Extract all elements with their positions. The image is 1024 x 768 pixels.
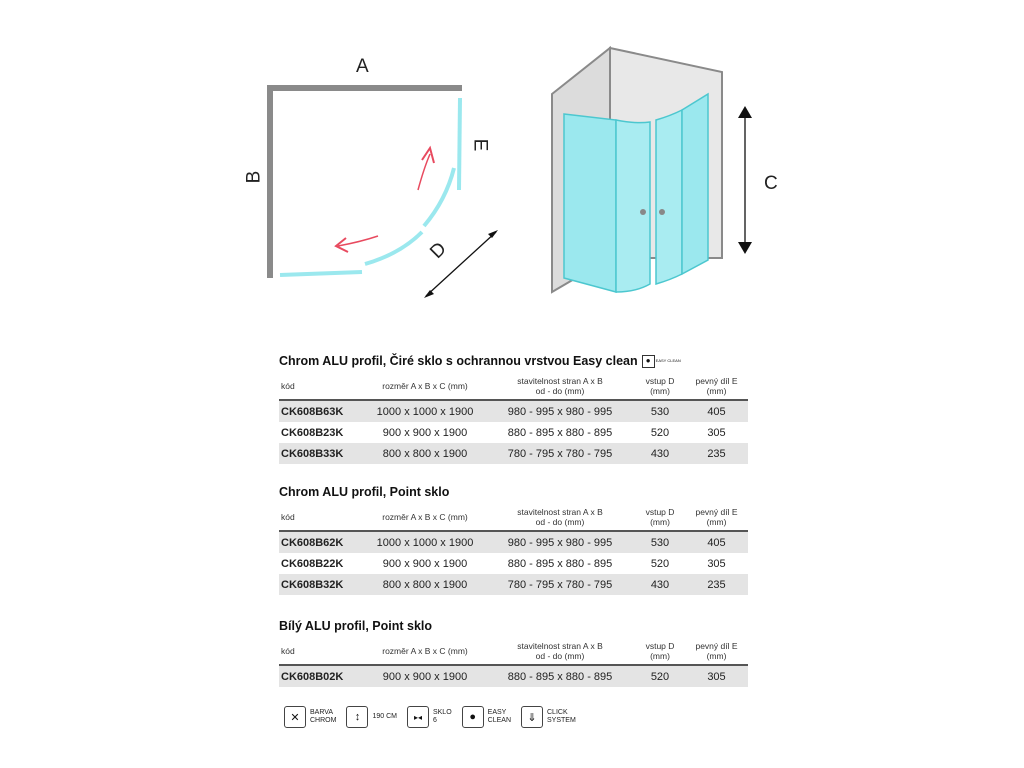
swing-arrow-upper bbox=[418, 154, 430, 190]
cell-fixed: 405 bbox=[685, 400, 748, 422]
feature-glass bbox=[407, 706, 452, 728]
feature-icons-row bbox=[284, 706, 576, 728]
cell-entry: 530 bbox=[635, 531, 685, 553]
header-size: rozměr A x B x C (mm) bbox=[365, 638, 485, 665]
swing-arrow-lower bbox=[338, 236, 378, 246]
section-title-text: Chrom ALU profil, Point sklo bbox=[279, 485, 450, 499]
cell-entry: 430 bbox=[635, 574, 685, 595]
cell-entry: 430 bbox=[635, 443, 685, 464]
header-entry: vstup D (mm) bbox=[635, 373, 685, 400]
header-size: rozměr A x B x C (mm) bbox=[365, 504, 485, 531]
cell-adjust: 980 - 995 x 980 - 995 bbox=[485, 400, 635, 422]
header-code: kód bbox=[279, 638, 365, 665]
cell-fixed: 235 bbox=[685, 574, 748, 595]
cell-code: CK608B23K bbox=[281, 426, 344, 439]
fixed-panel-right bbox=[459, 98, 460, 190]
door-handle-left bbox=[640, 209, 646, 215]
drop-icon: ● bbox=[462, 706, 484, 728]
feature-label: SKLO 6 bbox=[432, 709, 452, 724]
spec-section-1 bbox=[279, 353, 748, 464]
feature-label: 190 CM bbox=[372, 713, 397, 720]
cell-entry: 520 bbox=[650, 557, 670, 570]
section-title bbox=[279, 484, 748, 500]
cell-code: CK608B33K bbox=[279, 443, 365, 464]
header-adjust: stavitelnost stran A x B od - do (mm) bbox=[485, 638, 635, 665]
glass-fixed-right bbox=[682, 94, 708, 274]
spec-section-2 bbox=[279, 484, 748, 595]
header-fixed: pevný díl E (mm) bbox=[685, 373, 748, 400]
feature-click-system bbox=[521, 706, 576, 728]
header-size: rozměr A x B x C (mm) bbox=[365, 373, 485, 400]
table-row bbox=[279, 443, 748, 464]
curved-door-upper bbox=[424, 168, 454, 226]
cell-code: CK608B63K bbox=[279, 400, 365, 422]
floorplan-diagram bbox=[240, 50, 510, 310]
cell-code: CK608B32K bbox=[279, 574, 365, 595]
label-a: A bbox=[356, 56, 369, 77]
cell-adjust: 780 - 795 x 780 - 795 bbox=[485, 574, 635, 595]
header-entry: vstup D (mm) bbox=[635, 638, 685, 665]
feature-easy-clean bbox=[462, 706, 511, 728]
header-adjust: stavitelnost stran A x B od - do (mm) bbox=[485, 373, 635, 400]
height-icon: ↕ bbox=[346, 706, 368, 728]
label-e: E bbox=[469, 138, 491, 152]
cell-adjust: 880 - 895 x 880 - 895 bbox=[507, 557, 613, 570]
cell-size: 800 x 800 x 1900 bbox=[365, 574, 485, 595]
label-c: C bbox=[764, 173, 778, 194]
header-fixed: pevný díl E (mm) bbox=[685, 504, 748, 531]
feature-label: BARVA CHROM bbox=[310, 709, 337, 724]
table-row bbox=[279, 553, 748, 574]
cell-fixed: 305 bbox=[685, 665, 748, 687]
perspective-diagram bbox=[540, 40, 770, 300]
section-title-text: Chrom ALU profil, Čiré sklo s ochrannou vrstvou Easy clean bbox=[279, 354, 638, 368]
cell-adjust: 780 - 795 x 780 - 795 bbox=[485, 443, 635, 464]
table-row bbox=[279, 400, 748, 422]
dimension-c-arrow-bottom bbox=[738, 242, 752, 254]
color-swatch-icon: ✕ bbox=[284, 706, 306, 728]
cell-adjust: 880 - 895 x 880 - 895 bbox=[485, 665, 635, 687]
table-row bbox=[279, 665, 748, 687]
feature-label: EASY CLEAN bbox=[487, 709, 511, 724]
cell-entry: 520 bbox=[635, 665, 685, 687]
cell-size: 900 x 900 x 1900 bbox=[365, 665, 485, 687]
dimension-d-arrow-a bbox=[424, 290, 434, 298]
cell-size: 1000 x 1000 x 1900 bbox=[365, 531, 485, 553]
glass-door-right bbox=[656, 110, 682, 284]
label-d: D bbox=[426, 238, 451, 263]
click-system-icon: ⇓ bbox=[521, 706, 543, 728]
dimension-d-arrow-b bbox=[488, 230, 498, 238]
cell-fixed: 235 bbox=[685, 443, 748, 464]
table-row bbox=[279, 422, 748, 443]
cell-code: CK608B02K bbox=[279, 665, 365, 687]
header-code: kód bbox=[279, 504, 365, 531]
cell-entry: 530 bbox=[635, 400, 685, 422]
cell-code: CK608B22K bbox=[281, 557, 344, 570]
cell-fixed: 405 bbox=[685, 531, 748, 553]
cell-adjust: 880 - 895 x 880 - 895 bbox=[507, 426, 613, 439]
table-row bbox=[279, 531, 748, 553]
section-title bbox=[279, 618, 748, 634]
cell-size: 800 x 800 x 1900 bbox=[365, 443, 485, 464]
header-entry: vstup D (mm) bbox=[635, 504, 685, 531]
glass-door-left bbox=[616, 120, 650, 292]
spec-table-2 bbox=[279, 504, 748, 595]
easy-clean-badge-text: EASY CLEAN bbox=[655, 358, 681, 363]
cell-size: 900 x 900 x 1900 bbox=[382, 426, 468, 439]
cell-fixed: 305 bbox=[707, 557, 726, 570]
cell-code: CK608B62K bbox=[279, 531, 365, 553]
feature-height bbox=[346, 706, 397, 728]
spec-table-3 bbox=[279, 638, 748, 687]
easy-clean-badge bbox=[642, 355, 681, 368]
cell-size: 1000 x 1000 x 1900 bbox=[365, 400, 485, 422]
feature-color bbox=[284, 706, 336, 728]
header-code: kód bbox=[279, 373, 365, 400]
drop-icon: ● bbox=[642, 355, 655, 368]
label-b: B bbox=[243, 170, 265, 184]
door-handle-right bbox=[659, 209, 665, 215]
section-title-text: Bílý ALU profil, Point sklo bbox=[279, 619, 433, 633]
dimension-c-arrow-top bbox=[738, 106, 752, 118]
spec-table-1 bbox=[279, 373, 748, 464]
glass-thickness-icon: ▸◂ bbox=[407, 706, 429, 728]
cell-fixed: 305 bbox=[707, 426, 726, 439]
cell-entry: 520 bbox=[650, 426, 670, 439]
glass-fixed-left bbox=[564, 114, 616, 292]
table-row bbox=[279, 574, 748, 595]
cell-size: 900 x 900 x 1900 bbox=[382, 557, 468, 570]
cell-adjust: 980 - 995 x 980 - 995 bbox=[485, 531, 635, 553]
header-adjust: stavitelnost stran A x B od - do (mm) bbox=[485, 504, 635, 531]
header-fixed: pevný díl E (mm) bbox=[685, 638, 748, 665]
spec-section-3 bbox=[279, 618, 748, 687]
section-title bbox=[279, 353, 748, 369]
feature-label: CLICK SYSTEM bbox=[547, 709, 576, 724]
fixed-panel-bottom bbox=[280, 272, 362, 275]
